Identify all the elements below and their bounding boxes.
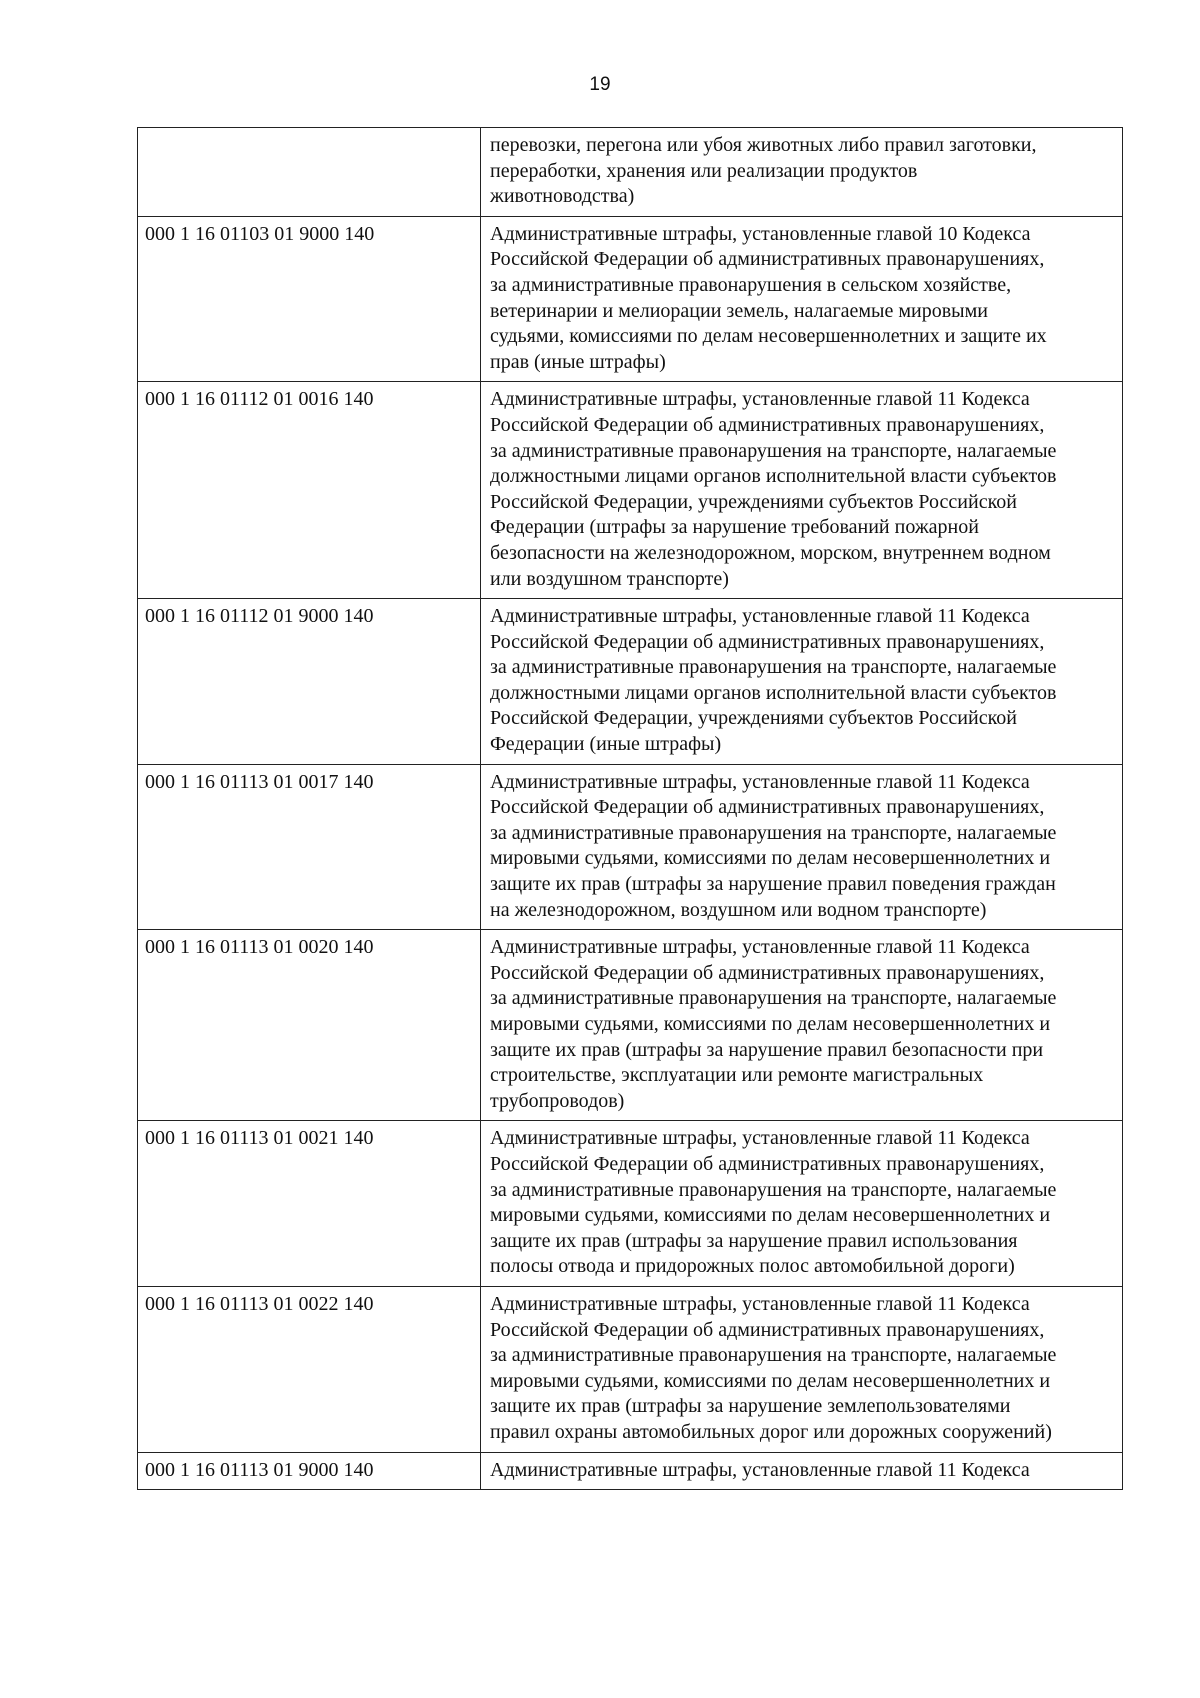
- table-row: [138, 1286, 1123, 1452]
- table-row: [138, 128, 1123, 217]
- description-cell: [481, 216, 1123, 382]
- description-line: Административные штрафы, установленные главой 11 Кодекса: [490, 388, 1030, 411]
- description-cell: [481, 1286, 1123, 1452]
- description-line: на железнодорожном, воздушном или водном транспорте): [490, 898, 987, 921]
- description-line: Федерации (иные штрафы): [490, 733, 722, 756]
- table-row: [138, 764, 1123, 930]
- description-line: судьями, комиссиями по делам несовершеннолетних и защите их: [490, 325, 1047, 348]
- description-line: или воздушном транспорте): [490, 567, 729, 590]
- description-line: за административные правонарушения на транспорте, налагаемые: [490, 439, 1057, 462]
- budget-codes-table: [137, 127, 1123, 1490]
- description-line: Российской Федерации об административных правонарушениях,: [490, 413, 1045, 436]
- description-line: полосы отвода и придорожных полос автомобильной дороги): [490, 1255, 1015, 1278]
- budget-code-cell: 000 1 16 01112 01 0016 140: [138, 382, 481, 599]
- description-line: за административные правонарушения на транспорте, налагаемые: [490, 656, 1057, 679]
- description-cell: [481, 382, 1123, 599]
- description-line: за административные правонарушения на транспорте, налагаемые: [490, 821, 1057, 844]
- description-line: Российской Федерации об административных правонарушениях,: [490, 248, 1045, 271]
- description-line: трубопроводов): [490, 1089, 625, 1112]
- description-line: Административные штрафы, установленные главой 11 Кодекса: [490, 1458, 1030, 1481]
- description-line: должностными лицами органов исполнительной власти субъектов: [490, 465, 1057, 488]
- table-row: [138, 1121, 1123, 1287]
- description-line: за административные правонарушения в сельском хозяйстве,: [490, 273, 1012, 296]
- description-cell: [481, 764, 1123, 930]
- description-line: мировыми судьями, комиссиями по делам несовершеннолетних и: [490, 1369, 1051, 1392]
- description-line: ветеринарии и мелиорации земель, налагаемые мировыми: [490, 299, 988, 322]
- description-line: защите их прав (штрафы за нарушение правил поведения граждан: [490, 873, 1056, 896]
- description-line: Российской Федерации, учреждениями субъектов Российской: [490, 707, 1017, 730]
- description-line: защите их прав (штрафы за нарушение землепользователями: [490, 1395, 1011, 1418]
- description-cell: [481, 128, 1123, 217]
- description-line: правил охраны автомобильных дорог или дорожных сооружений): [490, 1420, 1052, 1443]
- description-line: перевозки, перегона или убоя животных либо правил заготовки,: [490, 134, 1037, 156]
- description-line: мировыми судьями, комиссиями по делам несовершеннолетних и: [490, 847, 1051, 870]
- description-line: безопасности на железнодорожном, морском, внутреннем водном: [490, 541, 1051, 564]
- budget-code-cell: [138, 128, 481, 217]
- budget-code-cell: 000 1 16 01112 01 9000 140: [138, 599, 481, 765]
- description-line: Административные штрафы, установленные главой 11 Кодекса: [490, 936, 1030, 959]
- description-line: Административные штрафы, установленные главой 11 Кодекса: [490, 1127, 1030, 1150]
- table-row: [138, 382, 1123, 599]
- description-line: мировыми судьями, комиссиями по делам несовершеннолетних и: [490, 1204, 1051, 1227]
- description-cell: [481, 599, 1123, 765]
- description-line: Российской Федерации, учреждениями субъектов Российской: [490, 490, 1017, 513]
- budget-code-cell: 000 1 16 01113 01 0022 140: [138, 1286, 481, 1452]
- description-line: Российской Федерации об административных правонарушениях,: [490, 630, 1045, 653]
- description-cell: [481, 1121, 1123, 1287]
- description-line: Административные штрафы, установленные главой 10 Кодекса: [490, 222, 1031, 245]
- description-cell: [481, 1452, 1123, 1490]
- description-line: Российской Федерации об административных правонарушениях,: [490, 1318, 1045, 1341]
- description-line: мировыми судьями, комиссиями по делам несовершеннолетних и: [490, 1013, 1051, 1035]
- description-line: прав (иные штрафы): [490, 350, 666, 373]
- budget-code-cell: 000 1 16 01113 01 0017 140: [138, 764, 481, 930]
- table-body: [138, 128, 1123, 1490]
- table-row: [138, 930, 1123, 1121]
- budget-code-cell: 000 1 16 01113 01 0021 140: [138, 1121, 481, 1287]
- table-row: [138, 1452, 1123, 1490]
- description-line: за административные правонарушения на транспорте, налагаемые: [490, 987, 1057, 1010]
- description-line: Российской Федерации об административных правонарушениях,: [490, 796, 1045, 819]
- description-line: защите их прав (штрафы за нарушение правил использования: [490, 1229, 1018, 1252]
- description-line: животноводства): [490, 185, 635, 208]
- description-line: Российской Федерации об административных правонарушениях,: [490, 1152, 1045, 1175]
- description-line: за административные правонарушения на транспорте, налагаемые: [490, 1178, 1057, 1201]
- description-line: должностными лицами органов исполнительной власти субъектов: [490, 681, 1057, 704]
- description-line: Административные штрафы, установленные главой 11 Кодекса: [490, 770, 1030, 793]
- budget-code-cell: 000 1 16 01103 01 9000 140: [138, 216, 481, 382]
- description-line: Административные штрафы, установленные главой 11 Кодекса: [490, 1292, 1030, 1315]
- table-row: [138, 599, 1123, 765]
- budget-code-cell: 000 1 16 01113 01 0020 140: [138, 930, 481, 1121]
- table-row: [138, 216, 1123, 382]
- description-line: защите их прав (штрафы за нарушение правил безопасности при: [490, 1038, 1044, 1061]
- page-number: 19: [589, 74, 611, 95]
- description-line: Федерации (штрафы за нарушение требований пожарной: [490, 516, 979, 539]
- description-line: Российской Федерации об административных правонарушениях,: [490, 961, 1045, 984]
- description-line: переработки, хранения или реализации продуктов: [490, 159, 918, 182]
- description-line: Административные штрафы, установленные главой 11 Кодекса: [490, 605, 1030, 628]
- budget-code-cell: 000 1 16 01113 01 9000 140: [138, 1452, 481, 1490]
- description-line: строительстве, эксплуатации или ремонте магистральных: [490, 1064, 984, 1087]
- description-cell: [481, 930, 1123, 1121]
- description-line: за административные правонарушения на транспорте, налагаемые: [490, 1344, 1057, 1367]
